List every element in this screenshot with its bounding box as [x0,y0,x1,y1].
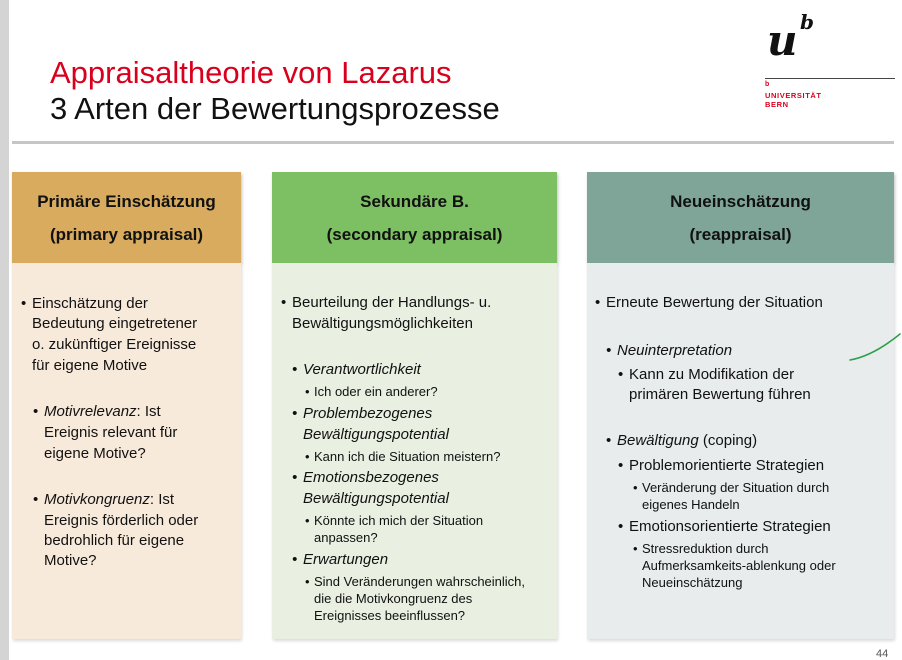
column-body [272,263,557,639]
bullet-bewaeltigung [617,431,757,451]
emotionsorientiert-detail-l2: Aufmerksamkeits-ablenkung oder [642,558,836,573]
bullet-emotionsbezogen-l1: • Emotionsbezogenes [303,468,439,488]
problembezogen-l2: Bewältigungspotential [303,426,449,443]
emotionsbezogen-question-l2: anpassen? [314,530,378,545]
emotionsorientiert: • Emotionsorientierte Strategien [629,517,831,537]
bullet-verantwortlichkeit: • Verantwortlichkeit [303,360,421,380]
slide-left-border [0,0,9,660]
bullet-main-l4: für eigene Motive [32,357,148,374]
neuinterpretation-sub-l1: • Kann zu Modifikation der [629,365,794,385]
motivkongruenz-l4: Motive? [44,552,97,569]
emotionsorientiert-detail-l3: Neueinschätzung [642,575,743,590]
university-logo [765,10,895,120]
emotionsbezogen-question-l1: • Könnte ich mich der Situation [314,512,483,529]
column-body [587,263,894,639]
bullet-neuinterpretation: • Neuinterpretation [617,341,732,361]
term-motivrelevanz: Motivrelevanz [44,403,137,420]
emotionsbezogen-l2: Bewältigungspotential [303,490,449,507]
bullet-main-l1: • Beurteilung der Handlungs- u. [292,293,491,313]
column-header [587,172,894,263]
header-line1: Neueinschätzung [670,192,811,211]
neuinterpretation-sub-l2: primären Bewertung führen [629,386,811,403]
column-header [272,172,557,263]
logo-mark: u [767,16,799,65]
motivkongruenz-rest: : Ist [149,491,175,508]
column-body [12,263,241,639]
verantwortlichkeit-question: • Ich oder ein anderer? [314,383,438,400]
logo-mark-b: b [800,10,814,34]
logo-name-line2: BERN [765,100,789,109]
slide-title: Appraisaltheorie von Lazarus [50,55,452,90]
column-header [12,172,241,263]
slide-subtitle: 3 Arten der Bewertungsprozesse [50,91,500,126]
header-line2: (primary appraisal) [49,225,204,244]
bullet-erwartungen: • Erwartungen [303,550,388,570]
erwartungen-question-l3: Ereignisses beeinflussen? [314,608,466,623]
logo-small-b: b [765,81,770,88]
bullet-main-l2: Bedeutung eingetretener [32,315,198,332]
problemorientiert: • Problemorientierte Strategien [629,456,824,476]
header-line1: Sekundäre B. [360,192,469,211]
logo-university-name [765,91,822,109]
annotation-stroke [848,330,902,362]
erwartungen-question-l2: die die Motivkongruenz des [314,591,473,606]
problemorientiert-detail-l1: • Veränderung der Situation durch [642,479,829,496]
header-line2: (reappraisal) [689,225,792,244]
bullet-main: • Erneute Bewertung der Situation [606,293,823,313]
term-bewaeltigung: Bewältigung [617,432,699,449]
logo-name-line1: UNIVERSITÄT [765,91,822,100]
bullet-main-l3: o. zukünftiger Ereignisse [32,336,197,353]
bewaeltigung-rest: (coping) [698,432,758,449]
bullet-main-l1: • Einschätzung der [32,294,148,314]
motivrelevanz-l3: eigene Motive? [44,445,146,462]
erwartungen-question-l1: • Sind Veränderungen wahrscheinlich, [314,573,525,590]
logo-divider [765,78,895,79]
header-line2: (secondary appraisal) [326,225,503,244]
bullet-main-l2: Bewältigungsmöglichkeiten [292,315,473,332]
motivrelevanz-rest: : Ist [136,403,161,420]
page-number: 44 [876,648,889,660]
bullet-motivkongruenz [44,490,174,510]
title-separator [12,141,894,144]
emotionsorientiert-detail-l1: • Stressreduktion durch [642,540,768,557]
motivkongruenz-l2: Ereignis förderlich oder [44,512,199,529]
motivrelevanz-l2: Ereignis relevant für [44,424,178,441]
header-line1: Primäre Einschätzung [37,192,216,211]
problembezogen-question: • Kann ich die Situation meistern? [314,448,500,465]
motivkongruenz-l3: bedrohlich für eigene [44,532,185,549]
term-motivkongruenz: Motivkongruenz [44,491,150,508]
bullet-problembezogen-l1: • Problembezogenes [303,404,432,424]
problemorientiert-detail-l2: eigenes Handeln [642,497,740,512]
bullet-motivrelevanz [44,402,161,422]
